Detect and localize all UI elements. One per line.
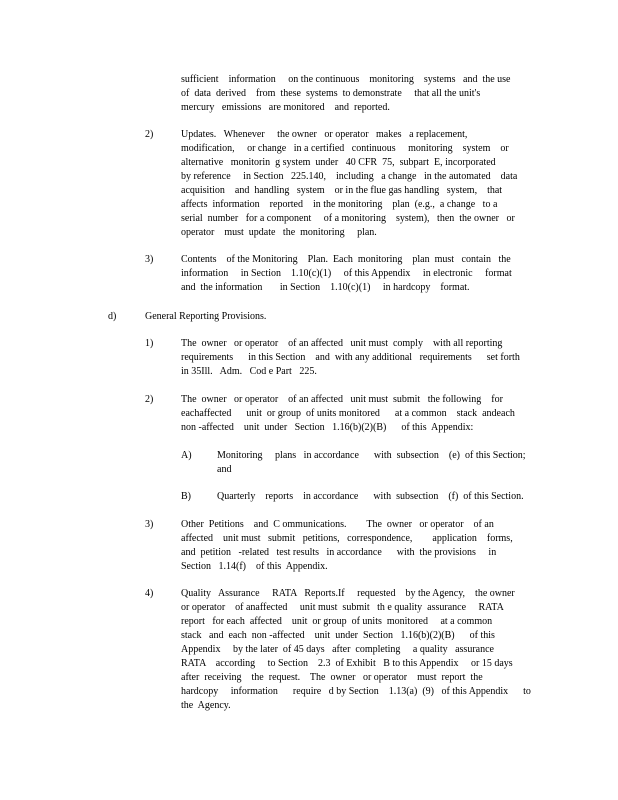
text-line: non -affected unit under Section 1.16(b)(2)(B) of this Appendix:	[181, 422, 474, 433]
item-d4-label: 4)	[145, 588, 154, 599]
text-line: sufficient information on the continuous monitoring systems and the use	[181, 74, 511, 85]
text-line: serial number for a component of a monitoring system), then the owner or	[181, 213, 515, 224]
text-line: mercury emissions are monitored and reported.	[181, 102, 390, 113]
text-line: by reference in Section 225.140, including a change in the automated data	[181, 171, 518, 182]
text-line: affects information reported in the monitoring plan (e.g., a change to a	[181, 199, 498, 210]
item-c2-label: 2)	[145, 129, 154, 140]
item-d1-text	[181, 337, 541, 379]
section-d-label: d)	[108, 311, 117, 322]
text-line: modification, or change in a certified continuous monitoring system or	[181, 143, 509, 154]
text-line: and the information in Section 1.10(c)(1) in hardcopy format.	[181, 282, 470, 293]
text-line: after receiving the request. The owner or operator must report the	[181, 672, 483, 683]
text-line: report for each affected unit or group of units monitored at a common	[181, 616, 493, 627]
text-line: Section 1.14(f) of this Appendix.	[181, 561, 328, 572]
item-d3-label: 3)	[145, 519, 154, 530]
text-line: operator must update the monitoring plan.	[181, 227, 377, 238]
item-d2b-label: B)	[181, 491, 191, 502]
intro-paragraph	[181, 73, 541, 115]
text-line: acquisition and handling system or in the flue gas handling system, that	[181, 185, 503, 196]
text-line: and petition -related test results in accordance with the provisions in	[181, 547, 497, 558]
item-d2-text	[181, 393, 541, 435]
text-line: alternative monitorin g system under 40 CFR 75, subpart E, incorporated	[181, 157, 496, 168]
text-line: Updates. Whenever the owner or operator makes a replacement,	[181, 129, 468, 140]
text-line: Quality Assurance RATA Reports.If requested by the Agency, the owner	[181, 588, 515, 599]
text-line: Contents of the Monitoring Plan. Each monitoring plan must contain the	[181, 254, 511, 265]
text-line: The owner or operator of an affected unit must comply with all reporting	[181, 338, 503, 349]
text-line: The owner or operator of an affected unit must submit the following for	[181, 394, 503, 405]
item-d2b-text	[217, 490, 547, 504]
text-line: in 35Ill. Adm. Cod e Part 225.	[181, 366, 317, 377]
text-line: RATA according to Section 2.3 of Exhibit B to this Appendix or 15 days	[181, 658, 513, 669]
text-line: stack and each non -affected unit under Section 1.16(b)(2)(B) of this	[181, 630, 495, 641]
item-c3-label: 3)	[145, 254, 154, 265]
item-c3-text	[181, 253, 541, 295]
item-d2a-text	[217, 449, 547, 477]
text-line: eachaffected unit or group of units monitored at a common stack andeach	[181, 408, 515, 419]
text-line: hardcopy information require d by Section 1.13(a) (9) of this Appendix to	[181, 686, 531, 697]
text-line: Quarterly reports in accordance with subsection (f) of this Section.	[217, 491, 524, 502]
text-line: and	[217, 464, 232, 475]
item-d4-text	[181, 587, 541, 713]
text-line: or operator of anaffected unit must submit th e quality assurance RATA	[181, 602, 504, 613]
item-c2-text	[181, 128, 541, 240]
item-d1-label: 1)	[145, 338, 154, 349]
item-d3-text	[181, 518, 541, 574]
text-line: the Agency.	[181, 700, 231, 711]
text-line: affected unit must submit petitions, correspondence, application forms,	[181, 533, 513, 544]
text-line: requirements in this Section and with any additional requirements set forth	[181, 352, 520, 363]
item-d2a-label: A)	[181, 450, 192, 461]
section-d-title: General Reporting Provisions.	[145, 311, 267, 322]
text-line: Monitoring plans in accordance with subsection (e) of this Section;	[217, 450, 526, 461]
item-d2-label: 2)	[145, 394, 154, 405]
text-line: Other Petitions and C ommunications. The owner or operator of an	[181, 519, 494, 530]
text-line: Appendix by the later of 45 days after completing a quality assurance	[181, 644, 494, 655]
text-line: information in Section 1.10(c)(1) of this Appendix in electronic format	[181, 268, 512, 279]
text-line: of data derived from these systems to demonstrate that all the unit's	[181, 88, 481, 99]
